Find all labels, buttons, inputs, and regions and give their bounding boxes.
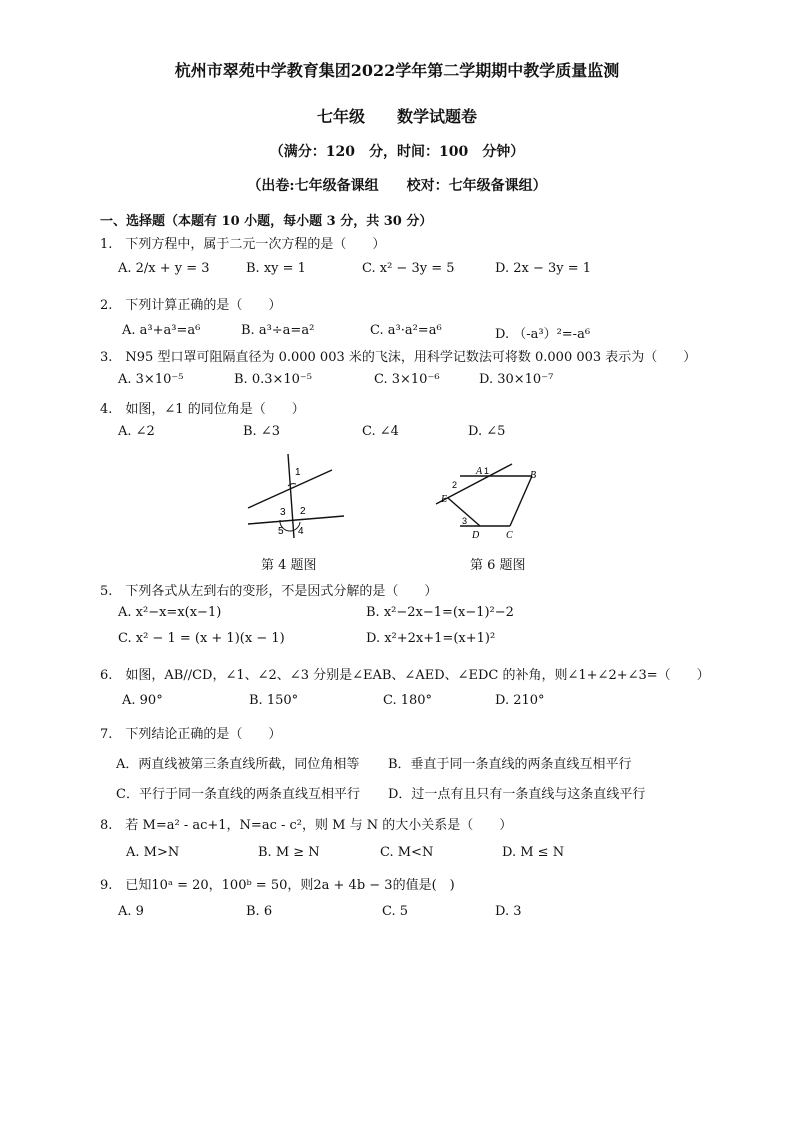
option-c: C. 180° xyxy=(383,693,433,708)
exam-title: 杭州市翠苑中学教育集团2022学年第二学期期中教学质量监测 xyxy=(174,61,620,80)
option-d: D. 3 xyxy=(495,904,522,919)
option-b: B. x²−2x−1=(x−1)²−2 xyxy=(366,605,514,620)
option-c: C. x² − 1 = (x + 1)(x − 1) xyxy=(118,631,285,646)
option-a: A. 90° xyxy=(122,693,163,708)
option-c: C. M<N xyxy=(380,845,434,860)
option-c: C. 5 xyxy=(382,904,409,919)
fig6-label-1: 1 xyxy=(484,466,490,476)
option-b: B. 0.3×10⁻⁵ xyxy=(234,372,312,387)
option-d: D. x²+2x+1=(x+1)² xyxy=(366,631,496,646)
option-d: D. （-a³）²=-a⁶ xyxy=(495,327,591,342)
fig4-label-3: 3 xyxy=(280,507,286,518)
option-d: D. 210° xyxy=(495,693,545,708)
option-a: A. x²−x=x(x−1) xyxy=(118,605,222,620)
option-a: A. M>N xyxy=(126,845,180,860)
question-stem: 4. 如图，∠1 的同位角是（ ） xyxy=(100,402,305,417)
fig6-label-3: 3 xyxy=(462,516,468,526)
fig4-label-4: 4 xyxy=(298,526,304,537)
option-d: D. M ≤ N xyxy=(502,845,565,860)
option-a: A. a³+a³=a⁶ xyxy=(122,323,201,338)
option-a: A. 3×10⁻⁵ xyxy=(118,372,184,387)
fig4-label-2: 2 xyxy=(300,506,306,517)
exam-subtitle: 七年级 数学试题卷 xyxy=(316,107,477,126)
option-b: B. 150° xyxy=(249,693,299,708)
setters-line: （出卷:七年级备课组 校对：七年级备课组） xyxy=(247,178,547,194)
option-b: B. ∠3 xyxy=(243,424,280,439)
question-stem: 6. 如图，AB//CD，∠1、∠2、∠3 分别是∠EAB、∠AED、∠EDC 的补角，则∠1+∠2+∠3=（ ） xyxy=(100,668,710,683)
figure-q4-caption: 第 4 题图 xyxy=(261,558,317,573)
fig6-label-C: C xyxy=(506,530,513,541)
fig6-label-E: E xyxy=(441,494,448,505)
figure-q4-diagram xyxy=(240,450,360,546)
option-d: D．过一点有且只有一条直线与这条直线平行 xyxy=(388,787,646,802)
question-stem: 1. 下列方程中，属于二元一次方程的是（ ） xyxy=(100,237,386,252)
option-b: B. a³÷a=a² xyxy=(241,323,315,338)
question-stem: 5. 下列各式从左到右的变形，不是因式分解的是（ ） xyxy=(100,584,438,599)
option-d: D. ∠5 xyxy=(468,424,506,439)
option-c: C. 3×10⁻⁶ xyxy=(374,372,440,387)
option-c: C．平行于同一条直线的两条直线互相平行 xyxy=(116,787,360,802)
fig4-label-1: 1 xyxy=(295,467,301,478)
question-stem: 3. N95 型口罩可阻隔直径为 0.000 003 米的飞沫，用科学记数法可将数 0.000 003 表示为（ ） xyxy=(100,350,697,365)
section-heading: 一、选择题（本题有 10 小题，每小题 3 分，共 30 分） xyxy=(100,214,433,229)
option-a: A．两直线被第三条直线所截，同位角相等 xyxy=(116,757,360,772)
question-stem: 2. 下列计算正确的是（ ） xyxy=(100,298,282,313)
option-b: B. M ≥ N xyxy=(258,845,320,860)
fig6-label-D: D xyxy=(472,530,480,541)
question-stem: 9. 已知10ᵃ = 20，100ᵇ = 50，则2a + 4b − 3的值是( ) xyxy=(100,878,455,893)
option-a: A. 2/x + y = 3 xyxy=(118,261,210,276)
fig6-label-2: 2 xyxy=(452,480,458,490)
option-d: D. 30×10⁻⁷ xyxy=(479,372,554,387)
option-b: B. 6 xyxy=(246,904,273,919)
option-b: B．垂直于同一条直线的两条直线互相平行 xyxy=(388,757,632,772)
option-a: A. 9 xyxy=(118,904,144,919)
option-c: C. x² − 3y = 5 xyxy=(362,261,455,276)
option-a: A. ∠2 xyxy=(118,424,155,439)
question-stem: 8. 若 M=a² - ac+1，N=ac - c²，则 M 与 N 的大小关系是（ ） xyxy=(100,818,513,833)
option-c: C. a³·a²=a⁶ xyxy=(370,323,442,338)
figure-q6-diagram xyxy=(432,458,552,546)
option-d: D. 2x − 3y = 1 xyxy=(495,261,592,276)
fig6-label-B: B xyxy=(530,470,537,481)
fig4-label-5: 5 xyxy=(278,526,284,537)
option-b: B. xy = 1 xyxy=(246,261,306,276)
figure-q6-caption: 第 6 题图 xyxy=(470,558,526,573)
fig6-label-A: A xyxy=(476,466,483,477)
option-c: C. ∠4 xyxy=(362,424,399,439)
score-time: （满分：120 分，时间：100 分钟） xyxy=(269,144,525,160)
question-stem: 7. 下列结论正确的是（ ） xyxy=(100,727,282,742)
